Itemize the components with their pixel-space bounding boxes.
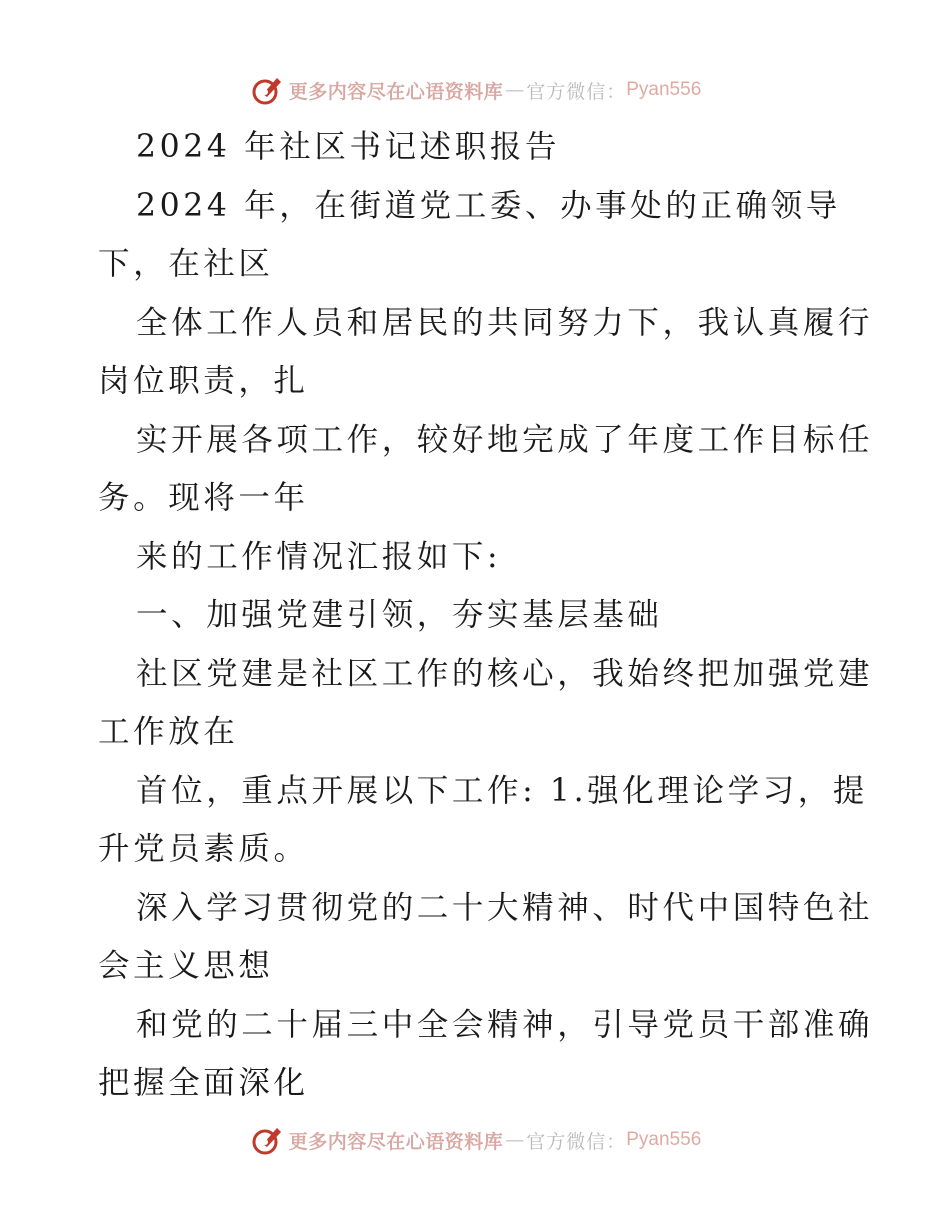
paragraph-line: 实开展各项工作，较好地完成了年度工作目标任 — [136, 421, 874, 458]
paragraph-line: 会主义思想 — [98, 948, 274, 984]
paragraph-line: 和党的二十届三中全会精神，引导党员干部准确 — [136, 1006, 874, 1043]
watermark-dash: — — [505, 1129, 525, 1151]
document-body — [98, 118, 874, 1113]
paragraph-line: 全体工作人员和居民的共同努力下，我认真履行 — [136, 304, 874, 341]
paragraph-line: 社区党建是社区工作的核心，我始终把加强党建 — [136, 655, 874, 692]
watermark-sub-text: 官方微信： — [526, 1130, 627, 1153]
paragraph-line: 工作放在 — [98, 714, 239, 750]
paragraph-line: 务。现将一年 — [98, 480, 309, 516]
paragraph-line: 2024 年，在街道党工委、办事处的正确领导 — [136, 187, 841, 224]
footer-watermark — [0, 1120, 950, 1160]
pen-nib-circle-icon — [249, 72, 285, 108]
watermark-account: Pyan556 — [626, 1129, 702, 1150]
paragraph-line: 来的工作情况汇报如下: — [136, 538, 502, 575]
watermark-dash: — — [505, 79, 525, 101]
watermark-sub-text: 官方微信： — [526, 80, 627, 103]
watermark-main-text: 更多内容尽在心语资料库 — [288, 1130, 504, 1153]
header-watermark — [0, 70, 950, 110]
pen-nib-circle-icon — [249, 1122, 285, 1158]
paragraph-line: 下，在社区 — [98, 246, 274, 282]
document-title: 2024 年社区书记述职报告 — [136, 129, 561, 165]
paragraph-line: 深入学习贯彻党的二十大精神、时代中国特色社 — [136, 889, 874, 926]
section-heading: 一、加强党建引领，夯实基层基础 — [136, 597, 663, 633]
watermark-main-text: 更多内容尽在心语资料库 — [288, 80, 504, 103]
paragraph-line: 岗位职责，扎 — [98, 363, 309, 399]
paragraph-line: 首位，重点开展以下工作: 1.强化理论学习，提 — [136, 772, 868, 809]
watermark-account: Pyan556 — [626, 79, 702, 100]
paragraph-line: 把握全面深化 — [98, 1065, 309, 1101]
paragraph-line: 升党员素质。 — [98, 831, 309, 867]
